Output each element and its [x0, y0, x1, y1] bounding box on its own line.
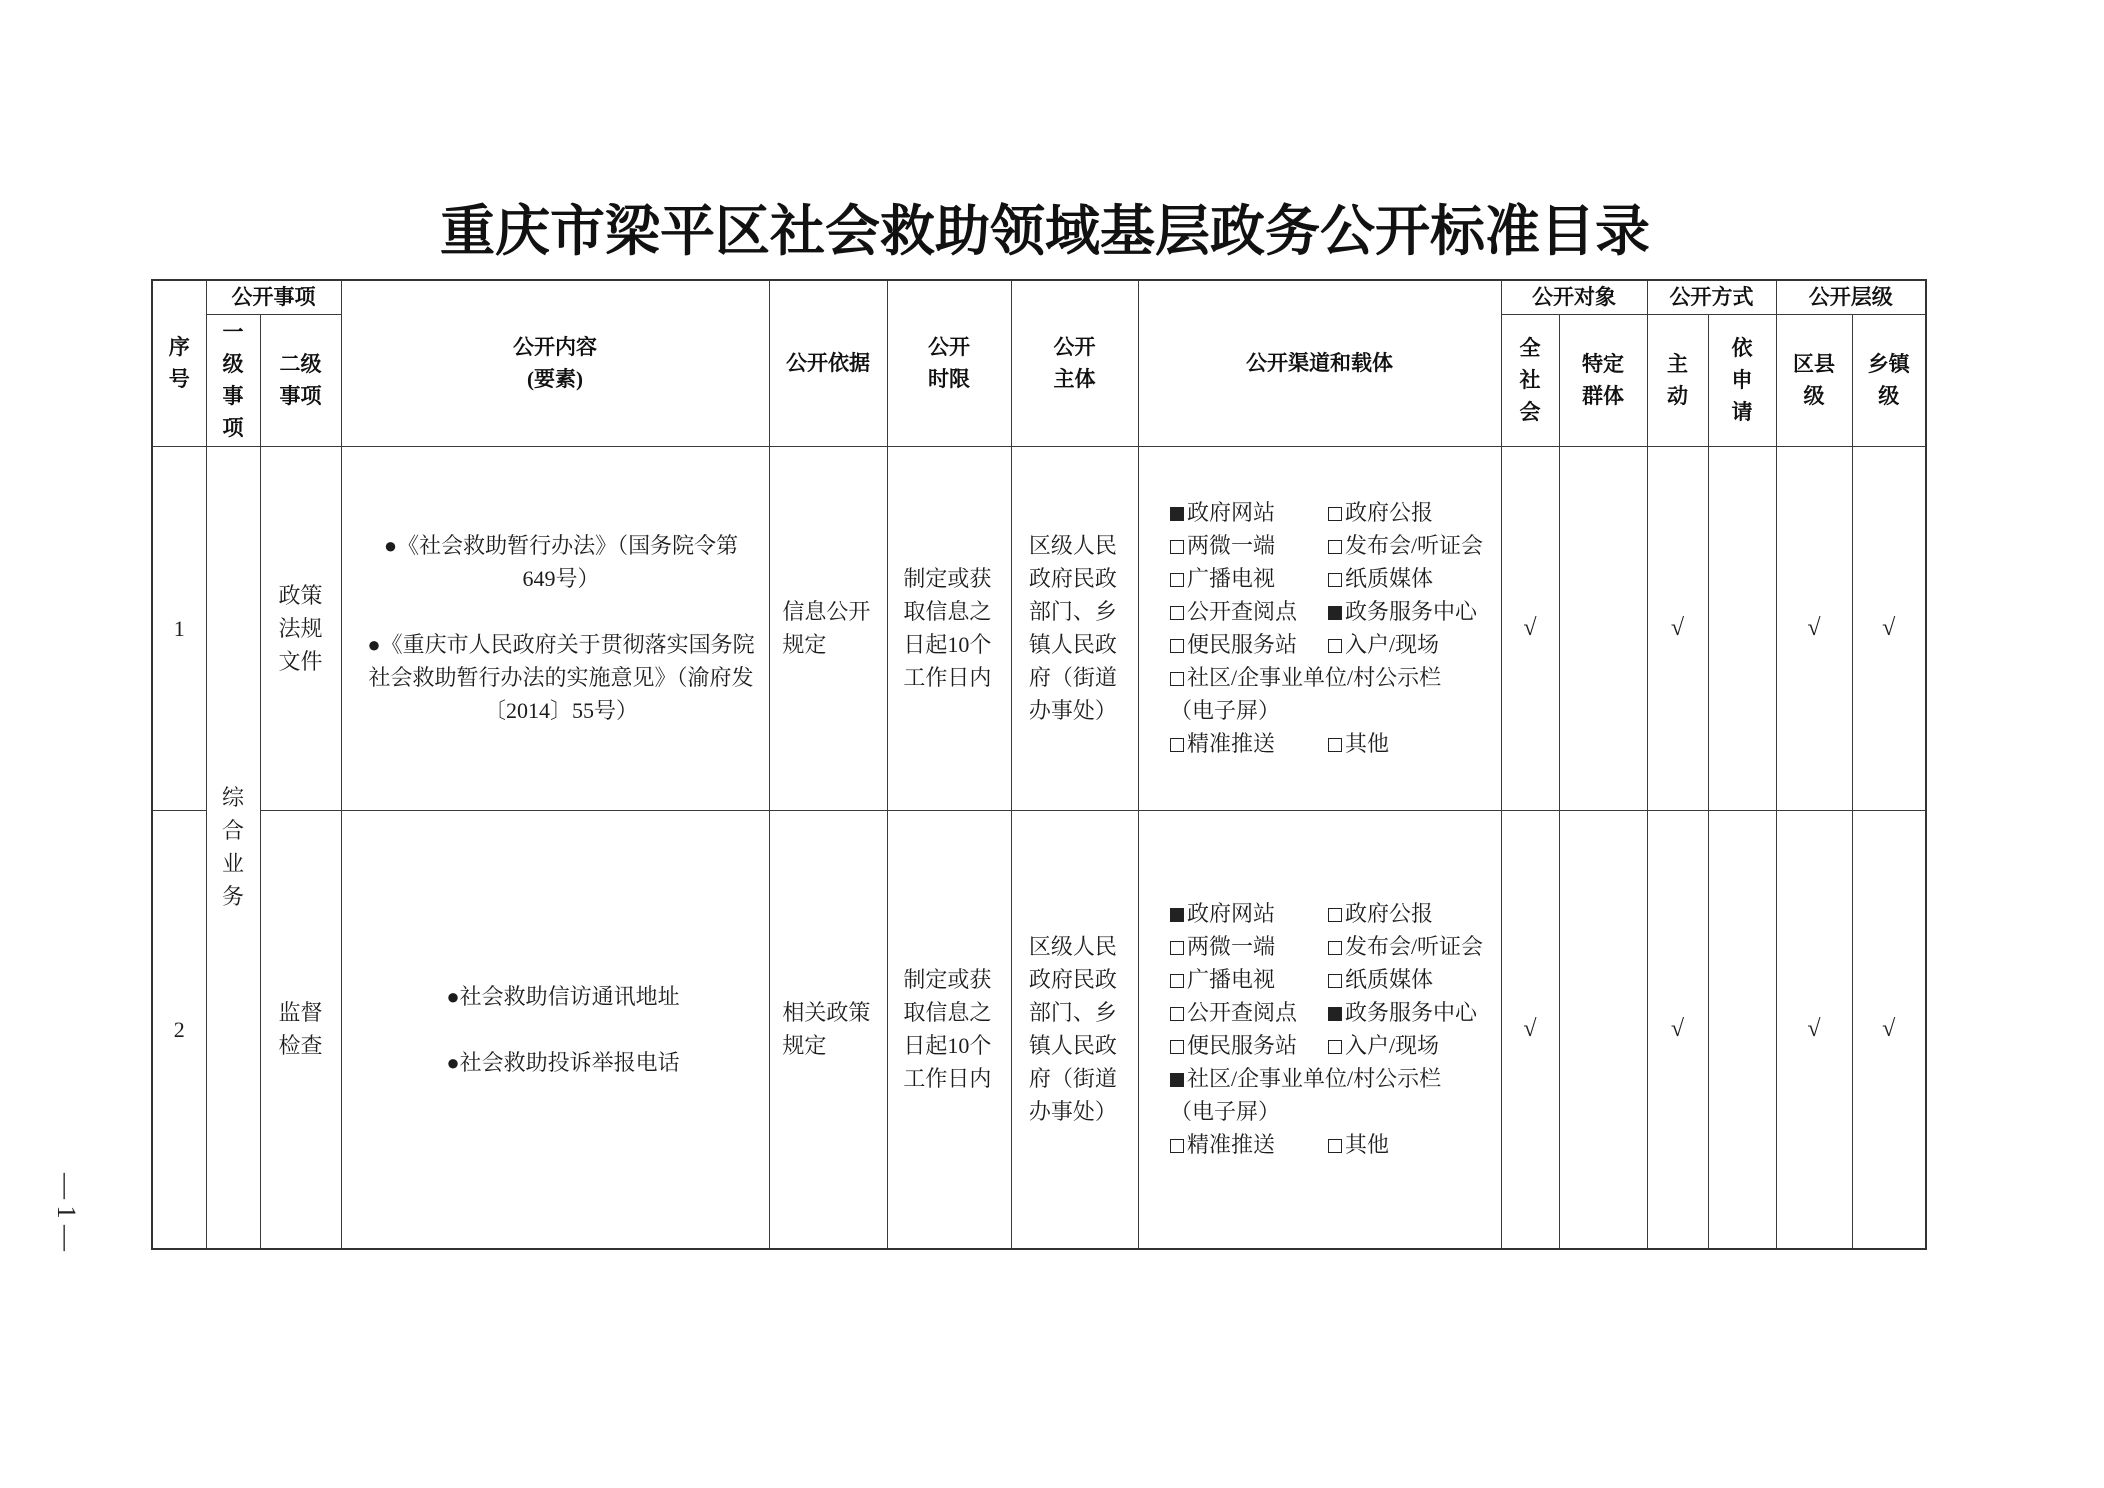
- channel-item: [1328, 897, 1433, 930]
- channel-note: （电子屏）: [1169, 1099, 1280, 1125]
- checkbox-square-icon: [1170, 540, 1184, 554]
- method-request-cell: [1708, 810, 1776, 1249]
- checkbox-square-icon: [1328, 606, 1342, 620]
- page-title: 重庆市梁平区社会救助领域基层政务公开标准目录: [439, 201, 1650, 262]
- content-item: [358, 1046, 769, 1079]
- checkmark: √: [1882, 1016, 1896, 1043]
- content-line: ●社会救助信访通讯地址: [446, 983, 680, 1009]
- channel-row: [1170, 727, 1483, 760]
- level-county-cell: [1776, 446, 1852, 810]
- method-active-cell: [1647, 446, 1708, 810]
- seq-number: 1: [173, 615, 185, 641]
- channel-row: [1170, 529, 1483, 562]
- header-method-request: [1708, 314, 1776, 446]
- channel-item: [1170, 930, 1328, 963]
- channel-row: [1170, 562, 1483, 595]
- header-disclosure-items-label: 公开事项: [231, 285, 316, 310]
- channel-item: [1328, 562, 1433, 595]
- channel-label: 广播电视: [1186, 566, 1275, 591]
- channels-cell: [1138, 446, 1501, 810]
- channel-label: 其他: [1344, 1132, 1389, 1158]
- checkbox-square-icon: [1170, 573, 1184, 587]
- time-limit-cell: [887, 810, 1011, 1249]
- header-method-label: 公开方式: [1669, 285, 1754, 310]
- seq-cell: [152, 810, 206, 1249]
- channel-label: 便民服务站: [1186, 1033, 1297, 1059]
- checkbox-square-icon: [1170, 738, 1184, 752]
- header-content-sub-label: (要素): [527, 367, 583, 392]
- header-method-active: [1647, 314, 1708, 446]
- channel-item: [1170, 529, 1328, 562]
- subject-text: 区级人民政府民政部门、乡镇人民政府（街道办事处）: [1028, 934, 1117, 1125]
- checkbox-square-icon: [1170, 1139, 1184, 1153]
- checkbox-square-icon: [1328, 573, 1342, 587]
- channel-item: [1170, 1029, 1328, 1062]
- header-seq: [152, 280, 206, 446]
- channel-row: [1170, 1062, 1483, 1095]
- channel-label: 两微一端: [1186, 934, 1275, 960]
- checkbox-square-icon: [1328, 908, 1342, 922]
- method-active-cell: [1647, 810, 1708, 1249]
- channel-label: 社区/企事业单位/村公示栏: [1186, 665, 1442, 690]
- checkbox-square-icon: [1170, 507, 1184, 521]
- channel-item: [1170, 595, 1328, 628]
- checkbox-square-icon: [1170, 1073, 1184, 1087]
- content-item: [354, 529, 769, 595]
- seq-cell: [152, 446, 206, 810]
- channel-item: [1170, 727, 1328, 760]
- header-level2-label: 二级事项: [279, 352, 322, 408]
- channel-label: 政府公报: [1344, 901, 1433, 927]
- checkbox-square-icon: [1170, 639, 1184, 653]
- channel-label: 纸质媒体: [1344, 566, 1433, 591]
- header-level-town: [1852, 314, 1926, 446]
- level-county-cell: [1776, 810, 1852, 1249]
- channel-item: [1328, 595, 1477, 628]
- header-row-top: [152, 280, 1926, 314]
- seq-number: 2: [173, 1016, 185, 1042]
- channel-label: 社区/企事业单位/村公示栏: [1186, 1066, 1442, 1092]
- catalog-table: [151, 279, 1927, 1250]
- level-town-cell: [1852, 446, 1926, 810]
- channel-item: [1328, 529, 1483, 562]
- category-label: 综合业务: [221, 785, 244, 910]
- channel-item: [1328, 727, 1389, 760]
- header-channels-label: 公开渠道和载体: [1246, 351, 1393, 376]
- checkbox-square-icon: [1328, 974, 1342, 988]
- channel-label: 发布会/听证会: [1344, 533, 1484, 558]
- subject-cell: [1011, 810, 1138, 1249]
- checkbox-square-icon: [1328, 1040, 1342, 1054]
- channel-label: 广播电视: [1186, 967, 1275, 993]
- checkmark: √: [1523, 1016, 1537, 1043]
- checkmark: √: [1670, 615, 1685, 641]
- time-limit-cell: [887, 446, 1011, 810]
- channel-item: [1328, 930, 1483, 963]
- checkbox-square-icon: [1328, 1139, 1342, 1153]
- header-level1-label: 一级事项: [222, 320, 244, 440]
- channel-item: [1170, 661, 1441, 694]
- channel-label: 精准推送: [1186, 1132, 1275, 1158]
- header-level-label: 公开层级: [1808, 285, 1893, 310]
- header-seq-label: 序号: [168, 335, 190, 392]
- checkbox-square-icon: [1170, 1007, 1184, 1021]
- content-line: ●《社会救助暂行办法》（国务院令第: [383, 533, 739, 558]
- channel-item: [1170, 628, 1328, 661]
- header-method: [1647, 280, 1776, 314]
- basis-text: 相关政策规定: [782, 1000, 871, 1059]
- channel-row: [1170, 1128, 1483, 1161]
- checkbox-square-icon: [1328, 738, 1342, 752]
- channel-item: [1170, 897, 1328, 930]
- content-line: 〔2014〕55号）: [483, 698, 638, 723]
- header-channels: [1138, 280, 1501, 446]
- channel-row: [1170, 996, 1483, 1029]
- channel-list: [1156, 897, 1483, 1161]
- header-level1: [206, 314, 260, 446]
- channel-label: 政府网站: [1186, 500, 1275, 525]
- channel-note: （电子屏）: [1169, 698, 1280, 723]
- checkmark: √: [1523, 615, 1537, 641]
- channel-label: 公开查阅点: [1186, 599, 1297, 624]
- channel-label: 政务服务中心: [1344, 599, 1477, 624]
- channel-label: 发布会/听证会: [1344, 934, 1484, 960]
- level-town-cell: [1852, 810, 1926, 1249]
- channel-item: [1170, 963, 1328, 996]
- channels-cell: [1138, 810, 1501, 1249]
- channel-list: [1156, 496, 1483, 760]
- header-audience-all: [1501, 314, 1559, 446]
- header-subject: [1011, 280, 1138, 446]
- channel-row: [1170, 1029, 1483, 1062]
- table-row: [152, 446, 1926, 810]
- time-limit-text: 制定或获取信息之日起10个工作日内: [903, 566, 992, 690]
- audience-all-cell: [1501, 810, 1559, 1249]
- audience-specific-cell: [1559, 446, 1647, 810]
- channel-label: 公开查阅点: [1186, 1000, 1297, 1026]
- channel-item: [1328, 1128, 1389, 1161]
- channel-item: [1170, 996, 1328, 1029]
- content-line: 社会救助暂行办法的实施意见》（渝府发: [368, 665, 754, 690]
- channel-label: 入户/现场: [1344, 632, 1440, 657]
- header-subject-label: 公开主体: [1053, 335, 1096, 392]
- header-audience-specific: [1559, 314, 1647, 446]
- header-level-county-label: 区县级: [1793, 352, 1835, 408]
- channel-row: [1170, 628, 1483, 661]
- header-disclosure-items: [206, 280, 341, 314]
- header-basis: [769, 280, 887, 446]
- channel-row: [1170, 1095, 1483, 1128]
- channel-row: [1170, 661, 1483, 694]
- checkbox-square-icon: [1328, 941, 1342, 955]
- content-item: [358, 980, 769, 1013]
- header-time-limit: [887, 280, 1011, 446]
- audience-specific-cell: [1559, 810, 1647, 1249]
- page-number: — 1 —: [52, 1173, 81, 1251]
- header-level2: [260, 314, 341, 446]
- checkbox-square-icon: [1328, 1007, 1342, 1021]
- channel-item: [1170, 1128, 1328, 1161]
- channel-label: 入户/现场: [1344, 1033, 1440, 1059]
- checkbox-square-icon: [1170, 941, 1184, 955]
- content-cell: [341, 810, 769, 1249]
- checkbox-square-icon: [1170, 672, 1184, 686]
- channel-label: 两微一端: [1186, 533, 1275, 558]
- checkbox-square-icon: [1170, 908, 1184, 922]
- content-block: [342, 529, 769, 727]
- checkbox-square-icon: [1328, 507, 1342, 521]
- channel-label: 便民服务站: [1186, 632, 1297, 657]
- header-audience-all-label: 全社会: [1519, 336, 1541, 424]
- header-level: [1776, 280, 1926, 314]
- checkbox-square-icon: [1328, 540, 1342, 554]
- checkmark: √: [1670, 1016, 1685, 1043]
- header-level-county: [1776, 314, 1852, 446]
- channel-label: 政务服务中心: [1344, 1000, 1477, 1026]
- channel-item: [1328, 963, 1433, 996]
- channel-row: [1170, 496, 1483, 529]
- channel-item: [1170, 496, 1328, 529]
- basis-cell: [769, 810, 887, 1249]
- channel-item: [1328, 628, 1439, 661]
- channel-item: [1328, 496, 1433, 529]
- audience-all-cell: [1501, 446, 1559, 810]
- content-line: 649号）: [522, 566, 600, 591]
- checkbox-square-icon: [1170, 606, 1184, 620]
- content-item: [354, 628, 769, 727]
- header-content-label: 公开内容: [513, 335, 597, 360]
- channel-label: 精准推送: [1186, 731, 1275, 756]
- content-block: [342, 980, 769, 1079]
- header-audience-label: 公开对象: [1532, 285, 1616, 310]
- channel-label: 政府公报: [1344, 500, 1433, 525]
- channel-row: [1170, 963, 1483, 996]
- level2-cell: [260, 810, 341, 1249]
- subject-text: 区级人民政府民政部门、乡镇人民政府（街道办事处）: [1028, 533, 1117, 723]
- checkbox-square-icon: [1170, 974, 1184, 988]
- channel-item: [1328, 1029, 1439, 1062]
- time-limit-text: 制定或获取信息之日起10个工作日内: [903, 967, 992, 1092]
- checkmark: √: [1807, 1016, 1821, 1043]
- checkbox-square-icon: [1328, 639, 1342, 653]
- checkmark: √: [1807, 615, 1821, 641]
- level2-label: 政策法规文件: [278, 582, 323, 674]
- content-cell: [341, 446, 769, 810]
- channel-label: 政府网站: [1186, 901, 1275, 927]
- header-level-town-label: 乡镇级: [1867, 352, 1910, 408]
- header-time-limit-label: 公开时限: [928, 335, 970, 392]
- channel-label: 其他: [1344, 731, 1389, 756]
- basis-cell: [769, 446, 887, 810]
- channel-row: [1170, 930, 1483, 963]
- header-audience: [1501, 280, 1647, 314]
- table-row: [152, 810, 1926, 1249]
- channel-row: [1170, 897, 1483, 930]
- header-audience-specific-label: 特定群体: [1582, 352, 1624, 408]
- method-request-cell: [1708, 446, 1776, 810]
- channel-row: [1170, 694, 1483, 727]
- category-cell: [206, 446, 260, 1249]
- level2-label: 监督检查: [278, 1000, 323, 1059]
- basis-text: 信息公开规定: [782, 599, 871, 657]
- channel-item: [1170, 1062, 1441, 1095]
- channel-item: [1170, 562, 1328, 595]
- header-basis-label: 公开依据: [786, 351, 870, 376]
- channel-label: 纸质媒体: [1344, 967, 1433, 993]
- subject-cell: [1011, 446, 1138, 810]
- checkmark: √: [1882, 615, 1896, 641]
- channel-item: [1328, 996, 1477, 1029]
- checkbox-square-icon: [1170, 1040, 1184, 1054]
- level2-cell: [260, 446, 341, 810]
- header-method-request-label: 依申请: [1731, 336, 1753, 424]
- content-line: ●社会救助投诉举报电话: [446, 1049, 680, 1075]
- header-method-active-label: 主动: [1666, 352, 1688, 408]
- channel-row: [1170, 595, 1483, 628]
- content-line: ●《重庆市人民政府关于贯彻落实国务院: [367, 632, 755, 657]
- header-content: [341, 280, 769, 446]
